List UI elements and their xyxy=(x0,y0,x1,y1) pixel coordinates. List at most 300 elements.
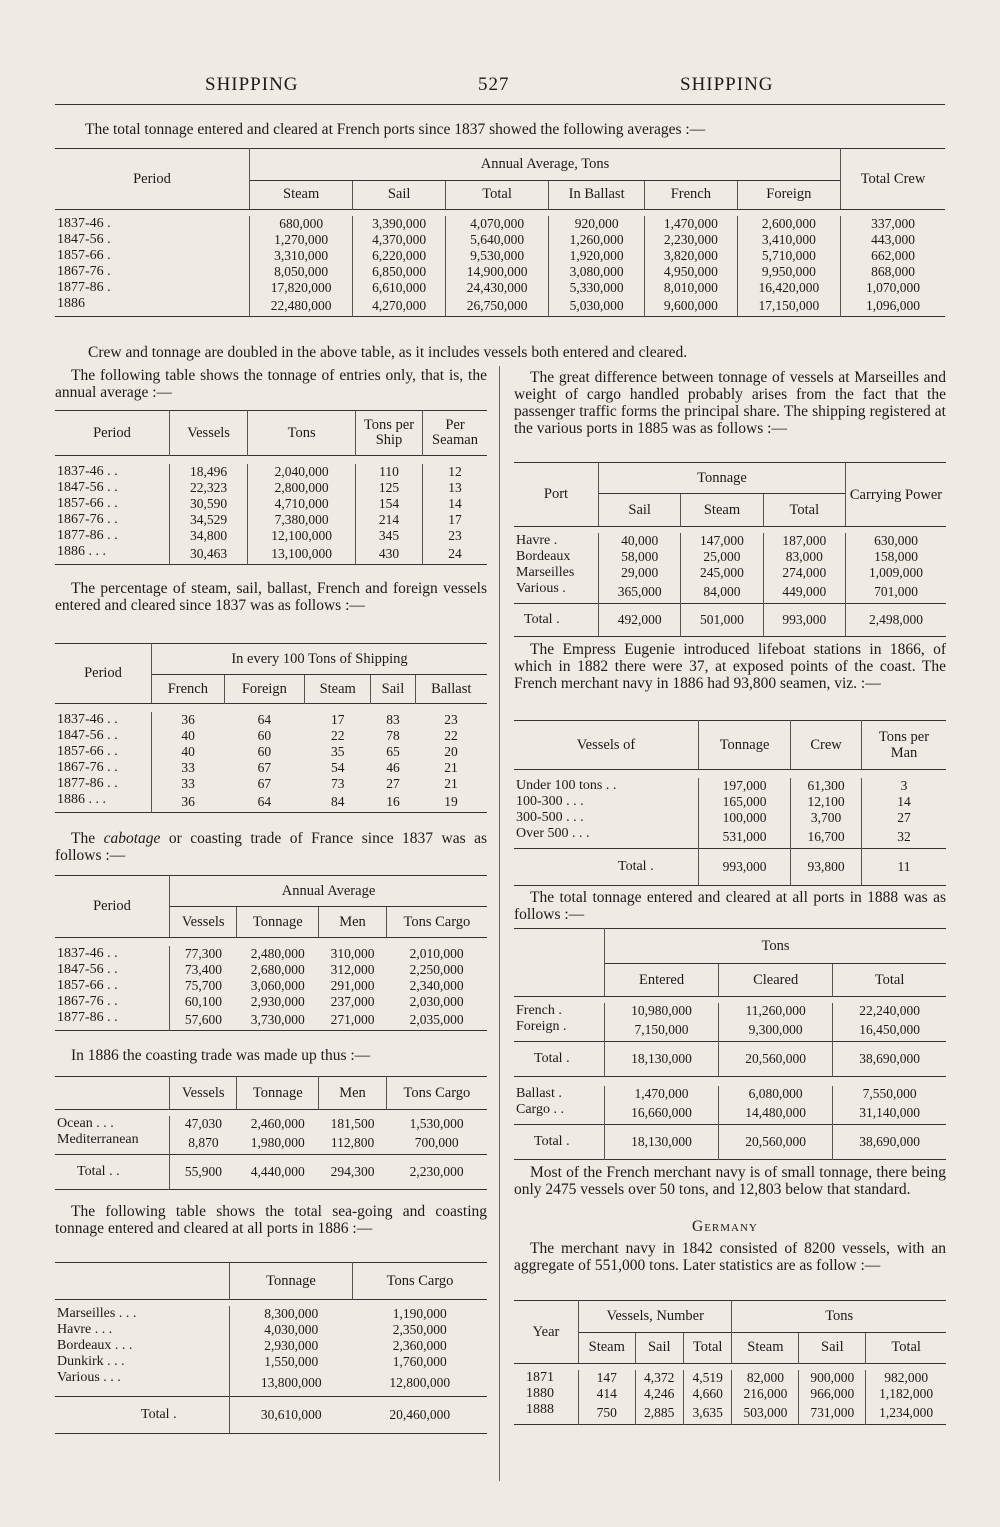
cabotage-table xyxy=(55,875,487,1031)
table-header-cell: Period xyxy=(55,644,152,704)
table-cell: 73 xyxy=(330,775,345,791)
table-cell: 38,690,000 xyxy=(833,1125,946,1160)
table-cell xyxy=(514,770,946,778)
table-row xyxy=(55,216,945,232)
table-row xyxy=(514,778,946,794)
table-cell: 1857-66 . . xyxy=(57,743,118,759)
table-cell: 83,000 xyxy=(763,549,845,565)
table-cell: 662,000 xyxy=(841,248,946,264)
table-cell: 1847-56 . xyxy=(57,231,111,247)
table-cell: 4,950,000 xyxy=(645,264,738,280)
registered-shipping-table xyxy=(514,462,946,637)
table-cell: 61,300 xyxy=(791,778,862,794)
table-cell: 1,190,000 xyxy=(392,1305,447,1321)
coasting-1886-table xyxy=(55,1076,487,1190)
table-header-cell: Total xyxy=(866,1332,946,1364)
table-cell: 36 xyxy=(152,712,225,728)
table-cell: 60,100 xyxy=(170,994,237,1010)
table-cell: 237,000 xyxy=(330,993,375,1009)
table-cell: 54 xyxy=(330,759,345,775)
table-header-cell xyxy=(55,1263,230,1300)
table-row xyxy=(514,1019,946,1042)
table-row xyxy=(55,978,487,994)
table-cell: 6,220,000 xyxy=(353,248,446,264)
table-header-cell: Tons Cargo xyxy=(386,907,487,938)
table-cell: 3,060,000 xyxy=(250,977,305,993)
table-cell: 1,009,000 xyxy=(846,565,947,581)
table-header-cell: Total xyxy=(763,494,845,527)
table-total-row xyxy=(514,603,946,636)
paragraph-germany: The merchant navy in 1842 consisted of 8200 vessels, with an aggregate of 551,000 tons. Later statistics are as follow :— xyxy=(514,1240,946,1274)
table-header-cell: Vessels xyxy=(170,1077,237,1110)
table-cell: 13,800,000 xyxy=(230,1370,353,1397)
table-cell: 19 xyxy=(444,793,458,809)
table-cell: 2,230,000 xyxy=(409,1163,464,1179)
table-cell: 67 xyxy=(257,759,272,775)
table-cell xyxy=(55,456,487,464)
table-cell: 3,635 xyxy=(683,1402,731,1425)
table-cell: 1837-46 . . xyxy=(57,463,118,479)
table-header-cell: Vessels of xyxy=(576,736,636,753)
table-cell: 33 xyxy=(152,776,225,792)
table-cell: Marseilles xyxy=(516,564,575,580)
table-cell: 1867-76 . xyxy=(57,263,111,279)
table-row xyxy=(514,1402,946,1425)
table-cell: Bordeaux xyxy=(516,548,571,564)
table-cell: 20,560,000 xyxy=(719,1041,833,1076)
table-header-cell: Foreign xyxy=(224,675,304,704)
table-cell: Dunkirk . . . xyxy=(57,1353,125,1369)
table-row xyxy=(514,1003,946,1019)
paragraph-marseilles: The great difference between tonnage of vessels at Marseilles and weight of cargo handled probably arises from the fact that the passenger traffic forms the principal share. The shipping registered at the various ports in 1885 was as follows :— xyxy=(514,369,946,437)
table-cell: 11,260,000 xyxy=(719,1003,833,1019)
table-cell: Total . xyxy=(618,858,654,874)
table-cell: 2,010,000 xyxy=(409,945,464,961)
table-cell: 2,930,000 xyxy=(250,993,305,1009)
table-cell: 5,640,000 xyxy=(445,232,548,248)
table-cell: 12,800,000 xyxy=(389,1374,451,1390)
table-cell: 2,230,000 xyxy=(645,232,738,248)
table-cell: 64 xyxy=(257,711,272,727)
table-cell: 21 xyxy=(444,775,458,791)
table-cell: 9,530,000 xyxy=(445,248,548,264)
table-cell: Bordeaux . . . xyxy=(57,1337,133,1353)
table-cell: 274,000 xyxy=(763,565,845,581)
table-row xyxy=(55,544,487,565)
table-header-cell: Carrying Power xyxy=(846,463,947,527)
table-cell: 84,000 xyxy=(681,581,763,604)
table-cell: 22,323 xyxy=(170,480,248,496)
table-cell xyxy=(514,1076,946,1086)
table-header-cell: Steam xyxy=(305,675,371,704)
table-row xyxy=(55,728,487,744)
paragraph-percentage: The percentage of steam, sail, ballast, French and foreign vessels entered and cleared since 1837 was as follows :— xyxy=(55,580,487,614)
table-cell: 3,730,000 xyxy=(250,1011,305,1027)
table-cell: 12,100,000 xyxy=(248,528,356,544)
table-row xyxy=(514,1370,946,1386)
table-header-cell: Sail xyxy=(371,675,415,704)
table-cell: Cargo . . xyxy=(516,1102,564,1117)
table-cell: 1877-86 . xyxy=(57,279,111,295)
table-cell: 18,496 xyxy=(170,464,248,480)
table-row xyxy=(55,776,487,792)
table-cell: 245,000 xyxy=(681,565,763,581)
col-sail: Sail xyxy=(353,180,446,209)
table-cell: 14,900,000 xyxy=(445,264,548,280)
table-cell: 112,800 xyxy=(330,1134,375,1150)
table-cell: 7,380,000 xyxy=(248,512,356,528)
table-cell: 18,130,000 xyxy=(605,1125,719,1160)
table-cell: Total . xyxy=(524,611,560,627)
col-period: Period xyxy=(55,149,250,210)
table-cell: 345 xyxy=(356,528,423,544)
table-cell: 16,420,000 xyxy=(737,280,840,296)
table-cell: 100,000 xyxy=(699,810,791,826)
table-cell: 32 xyxy=(862,826,947,849)
table-cell: 3,390,000 xyxy=(353,216,446,232)
table-header-cell: Steam xyxy=(681,494,763,527)
table-cell: 1847-56 . . xyxy=(57,961,118,977)
table-row xyxy=(55,712,487,728)
table-cell: 630,000 xyxy=(846,533,947,549)
table-header-cell: Men xyxy=(319,1077,387,1110)
table-cell: 22 xyxy=(330,727,345,743)
table-cell: 503,000 xyxy=(732,1402,799,1425)
table-cell: 34,529 xyxy=(170,512,248,528)
table-cell xyxy=(55,938,487,946)
table-cell: 100-300 . . . xyxy=(516,793,584,809)
table-cell: 920,000 xyxy=(549,216,645,232)
table-row xyxy=(55,264,945,280)
paragraph-coasting-1886: In 1886 the coasting trade was made up thus :— xyxy=(71,1047,371,1064)
table-header-cell: Tons xyxy=(732,1301,946,1333)
table-cell: 181,500 xyxy=(330,1115,375,1131)
table-cell: 27 xyxy=(386,775,400,791)
page-number: 527 xyxy=(478,74,510,95)
table-total-row xyxy=(514,1125,946,1160)
table-row xyxy=(55,1370,487,1397)
table-header-cell: French xyxy=(152,675,225,704)
table-header-cell: Tons Cargo xyxy=(353,1263,487,1300)
table-header-cell: Vessels, Number xyxy=(579,1301,732,1333)
table-cell: 158,000 xyxy=(846,549,947,565)
table-cell: 449,000 xyxy=(763,581,845,604)
paragraph-1888: The total tonnage entered and cleared at all ports in 1888 was as follows :— xyxy=(514,889,946,923)
table-cell: 1867-76 . . xyxy=(57,511,118,527)
table-cell: 365,000 xyxy=(599,581,681,604)
table-cell: 8,300,000 xyxy=(230,1306,353,1322)
table-cell: 1837-46 . . xyxy=(57,945,118,961)
table-cell: Total . xyxy=(534,1050,570,1066)
table-cell: 57,600 xyxy=(170,1010,237,1031)
table-cell: 34,800 xyxy=(170,528,248,544)
table-header-cell: Tonnage xyxy=(230,1263,353,1300)
table-row xyxy=(55,1322,487,1338)
table-header-cell: Tonnage xyxy=(237,1077,319,1110)
table-cell: 187,000 xyxy=(763,533,845,549)
table-cell: 750 xyxy=(579,1402,636,1425)
table-cell: 1,234,000 xyxy=(866,1402,946,1425)
table-cell: 2,340,000 xyxy=(409,977,464,993)
table-row xyxy=(55,1010,487,1031)
table-cell: 165,000 xyxy=(699,794,791,810)
table-cell: 1837-46 . xyxy=(57,215,111,231)
table-cell: 1,270,000 xyxy=(250,232,353,248)
table-header-cell: Tonnage xyxy=(237,907,319,938)
table-total-row xyxy=(55,1396,487,1433)
table-cell: 492,000 xyxy=(599,603,681,636)
table-header-cell: Period xyxy=(93,424,131,441)
table-cell: 14 xyxy=(423,496,488,512)
table-cell: 3,410,000 xyxy=(737,232,840,248)
table-cell: Marseilles . . . xyxy=(57,1305,137,1321)
table-cell: 110 xyxy=(356,464,423,480)
table-header-cell: Cleared xyxy=(719,964,833,997)
table-cell: 966,000 xyxy=(799,1386,866,1402)
table-row xyxy=(514,794,946,810)
table-cell: 12,100 xyxy=(791,794,862,810)
table-cell: 13 xyxy=(423,480,488,496)
intro-paragraph: The total tonnage entered and cleared at French ports since 1837 showed the following averages :— xyxy=(85,121,706,138)
table-cell: Havre . . . xyxy=(57,1321,113,1337)
table-cell: 16 xyxy=(386,793,400,809)
table-cell: 291,000 xyxy=(330,977,375,993)
table-cell: 1877-86 . . xyxy=(57,1009,118,1025)
table-cell: 680,000 xyxy=(250,216,353,232)
table-header-cell: Vessels xyxy=(170,907,237,938)
table-cell: 4,270,000 xyxy=(353,296,446,317)
table-cell: 46 xyxy=(386,759,400,775)
table-header-cell: Tonnage xyxy=(699,721,791,770)
table-cell: 3,700 xyxy=(791,810,862,826)
paragraph-small-tonnage: Most of the French merchant navy is of small tonnage, there being only 2475 vessels over 50 tons, and 12,803 below that standard. xyxy=(514,1164,946,1198)
table-cell: 1871 xyxy=(526,1369,554,1385)
table-cell: 1837-46 . . xyxy=(57,711,118,727)
table-header-cell: Tons xyxy=(605,929,947,964)
table-cell: 27 xyxy=(862,810,947,826)
table-cell: Total . xyxy=(534,1134,570,1149)
table-cell: 20 xyxy=(444,743,458,759)
table-cell: 125 xyxy=(356,480,423,496)
table-cell: 5,330,000 xyxy=(549,280,645,296)
table-row xyxy=(55,994,487,1010)
table-cell xyxy=(55,704,487,712)
table-cell: 1,470,000 xyxy=(645,216,738,232)
table-cell: 5,710,000 xyxy=(737,248,840,264)
table-row xyxy=(55,280,945,296)
table-cell: 36 xyxy=(152,792,225,813)
table-cell: 1847-56 . . xyxy=(57,479,118,495)
table-cell: 4,370,000 xyxy=(353,232,446,248)
table-row xyxy=(55,1354,487,1370)
table-cell: 22,240,000 xyxy=(833,1003,946,1019)
col-total: Total xyxy=(445,180,548,209)
table-cell: 1877-86 . . xyxy=(57,775,118,791)
table-cell: 731,000 xyxy=(799,1402,866,1425)
table-cell: Ballast . xyxy=(516,1086,562,1101)
table-cell: 58,000 xyxy=(599,549,681,565)
table-cell: 2,040,000 xyxy=(248,464,356,480)
table-row xyxy=(55,1306,487,1322)
table-cell: 430 xyxy=(356,544,423,565)
table-cell: 38,690,000 xyxy=(833,1041,946,1076)
table-cell: 868,000 xyxy=(841,264,946,280)
table-cell: 33 xyxy=(152,760,225,776)
table-header-cell xyxy=(55,1077,170,1110)
table-cell: 7,550,000 xyxy=(833,1086,946,1102)
table-cell: 4,660 xyxy=(683,1386,731,1402)
table-header-cell: Steam xyxy=(579,1332,636,1364)
table-cell: 16,450,000 xyxy=(833,1019,946,1042)
table-cell: Over 500 . . . xyxy=(516,825,590,841)
table-cell: 147 xyxy=(579,1370,636,1386)
table-header-cell: Tons xyxy=(248,411,356,456)
table-header-cell: Total xyxy=(833,964,946,997)
table-cell: 9,600,000 xyxy=(645,296,738,317)
table-cell: 4,710,000 xyxy=(248,496,356,512)
table-cell: 9,950,000 xyxy=(737,264,840,280)
table-cell: 24 xyxy=(423,544,488,565)
table-row xyxy=(55,464,487,480)
table-cell: 8,870 xyxy=(170,1132,237,1155)
table-row xyxy=(55,248,945,264)
table-row xyxy=(55,480,487,496)
table-row xyxy=(55,296,945,317)
table-cell: 25,000 xyxy=(681,549,763,565)
table-row xyxy=(55,792,487,813)
table-cell: 75,700 xyxy=(170,978,237,994)
paragraph-seagoing: The following table shows the total sea-going and coasting tonnage entered and cleared at all ports in 1886 :— xyxy=(55,1203,487,1237)
table-cell: 93,800 xyxy=(791,848,862,885)
table-cell: 1,550,000 xyxy=(230,1354,353,1370)
table-cell: 1,096,000 xyxy=(841,296,946,317)
running-head-left: SHIPPING xyxy=(205,74,299,95)
table-cell: 20,560,000 xyxy=(719,1125,833,1160)
table-cell: 4,070,000 xyxy=(445,216,548,232)
table-cell: 35 xyxy=(330,743,345,759)
table-row xyxy=(55,744,487,760)
table-cell: 55,900 xyxy=(170,1154,237,1189)
table-cell: 2,885 xyxy=(635,1402,683,1425)
table-total-row xyxy=(55,1154,487,1189)
table-cell: 9,300,000 xyxy=(719,1019,833,1042)
table-cell: French . xyxy=(516,1002,562,1018)
table-cell: 1857-66 . . xyxy=(57,977,118,993)
table-header-cell: Entered xyxy=(605,964,719,997)
table-row xyxy=(514,1086,946,1102)
table-cell: 414 xyxy=(579,1386,636,1402)
table-row xyxy=(514,565,946,581)
table-cell: 4,519 xyxy=(683,1370,731,1386)
table-cell: 4,372 xyxy=(635,1370,683,1386)
table-cell: 4,246 xyxy=(635,1386,683,1402)
table-cell: 60 xyxy=(257,727,272,743)
table-row xyxy=(514,549,946,565)
table-header-cell: In every 100 Tons of Shipping xyxy=(152,644,488,675)
table-cell: 20,460,000 xyxy=(389,1406,451,1422)
entries-table xyxy=(55,410,487,565)
table-cell: 30,463 xyxy=(170,544,248,565)
seagoing-table xyxy=(55,1262,487,1434)
table-cell: 1886 xyxy=(57,295,85,311)
table-cell: 11 xyxy=(862,848,947,885)
table-cell: Ocean . . . xyxy=(57,1115,114,1131)
table-cell: 3,310,000 xyxy=(250,248,353,264)
table-cell: 83 xyxy=(386,711,400,727)
table-cell: 17,820,000 xyxy=(250,280,353,296)
col-french: French xyxy=(645,180,738,209)
table-row xyxy=(55,1116,487,1132)
table-cell: 216,000 xyxy=(732,1386,799,1402)
table-header-cell: Sail xyxy=(599,494,681,527)
table-cell: 1886 . . . xyxy=(57,791,106,807)
table-header-cell: Sail xyxy=(635,1332,683,1364)
table-cell: Total . . xyxy=(77,1163,120,1179)
table-header-cell xyxy=(514,929,605,997)
table-cell: 2,600,000 xyxy=(737,216,840,232)
table-cell: 8,010,000 xyxy=(645,280,738,296)
merchant-navy-table xyxy=(514,720,946,886)
table-cell: 294,300 xyxy=(330,1163,375,1179)
table-header-cell: Tons per Ship xyxy=(356,411,423,456)
table-cell: 29,000 xyxy=(599,565,681,581)
table-cell: 64 xyxy=(257,793,272,809)
table-row xyxy=(55,232,945,248)
table-cell: 147,000 xyxy=(681,533,763,549)
paragraph-lifeboats: The Empress Eugenie introduced lifeboat stations in 1866, of which in 1882 there were 37, at exposed points of the coast. The French merchant navy in 1886 had 93,800 seamen, viz. :— xyxy=(514,641,946,692)
table-cell: 443,000 xyxy=(841,232,946,248)
table-cell: 22,480,000 xyxy=(250,296,353,317)
table-cell: Total . xyxy=(141,1406,177,1422)
table-row xyxy=(514,826,946,849)
table-header-cell: Crew xyxy=(791,721,862,770)
table-cell: 1,980,000 xyxy=(250,1134,305,1150)
table-cell: 6,850,000 xyxy=(353,264,446,280)
table-cell: 26,750,000 xyxy=(445,296,548,317)
table-cell: 1847-56 . . xyxy=(57,727,118,743)
col-steam: Steam xyxy=(250,180,353,209)
ports-1888-table xyxy=(514,928,946,1160)
table-cell: 300-500 . . . xyxy=(516,809,584,825)
table-cell: 18,130,000 xyxy=(605,1041,719,1076)
table-cell: 40,000 xyxy=(599,533,681,549)
table-row xyxy=(55,496,487,512)
table-cell: 30,590 xyxy=(170,496,248,512)
table-cell: Various . . . xyxy=(57,1369,121,1385)
table-row xyxy=(55,528,487,544)
table-cell: 2,035,000 xyxy=(409,1011,464,1027)
table-cell: 14,480,000 xyxy=(719,1102,833,1125)
table-cell: 10,980,000 xyxy=(605,1003,719,1019)
table-cell: 2,360,000 xyxy=(392,1337,447,1353)
french-ports-averages-table xyxy=(55,148,945,317)
table-cell: 2,030,000 xyxy=(409,993,464,1009)
table-row xyxy=(55,512,487,528)
germany-heading: Germany xyxy=(692,1218,758,1235)
table-cell: 77,300 xyxy=(170,946,237,962)
table-cell: 701,000 xyxy=(846,581,947,604)
table-row xyxy=(514,1386,946,1402)
table-cell: 1877-86 . . xyxy=(57,527,118,543)
table-cell: 17 xyxy=(423,512,488,528)
table-cell: 4,030,000 xyxy=(230,1322,353,1338)
table-cell: 197,000 xyxy=(699,778,791,794)
table-cell: 1867-76 . . xyxy=(57,993,118,1009)
table-cell: 2,930,000 xyxy=(230,1338,353,1354)
table-total-row xyxy=(514,848,946,885)
table-cell: 40 xyxy=(152,728,225,744)
table-cell: 1,182,000 xyxy=(866,1386,946,1402)
